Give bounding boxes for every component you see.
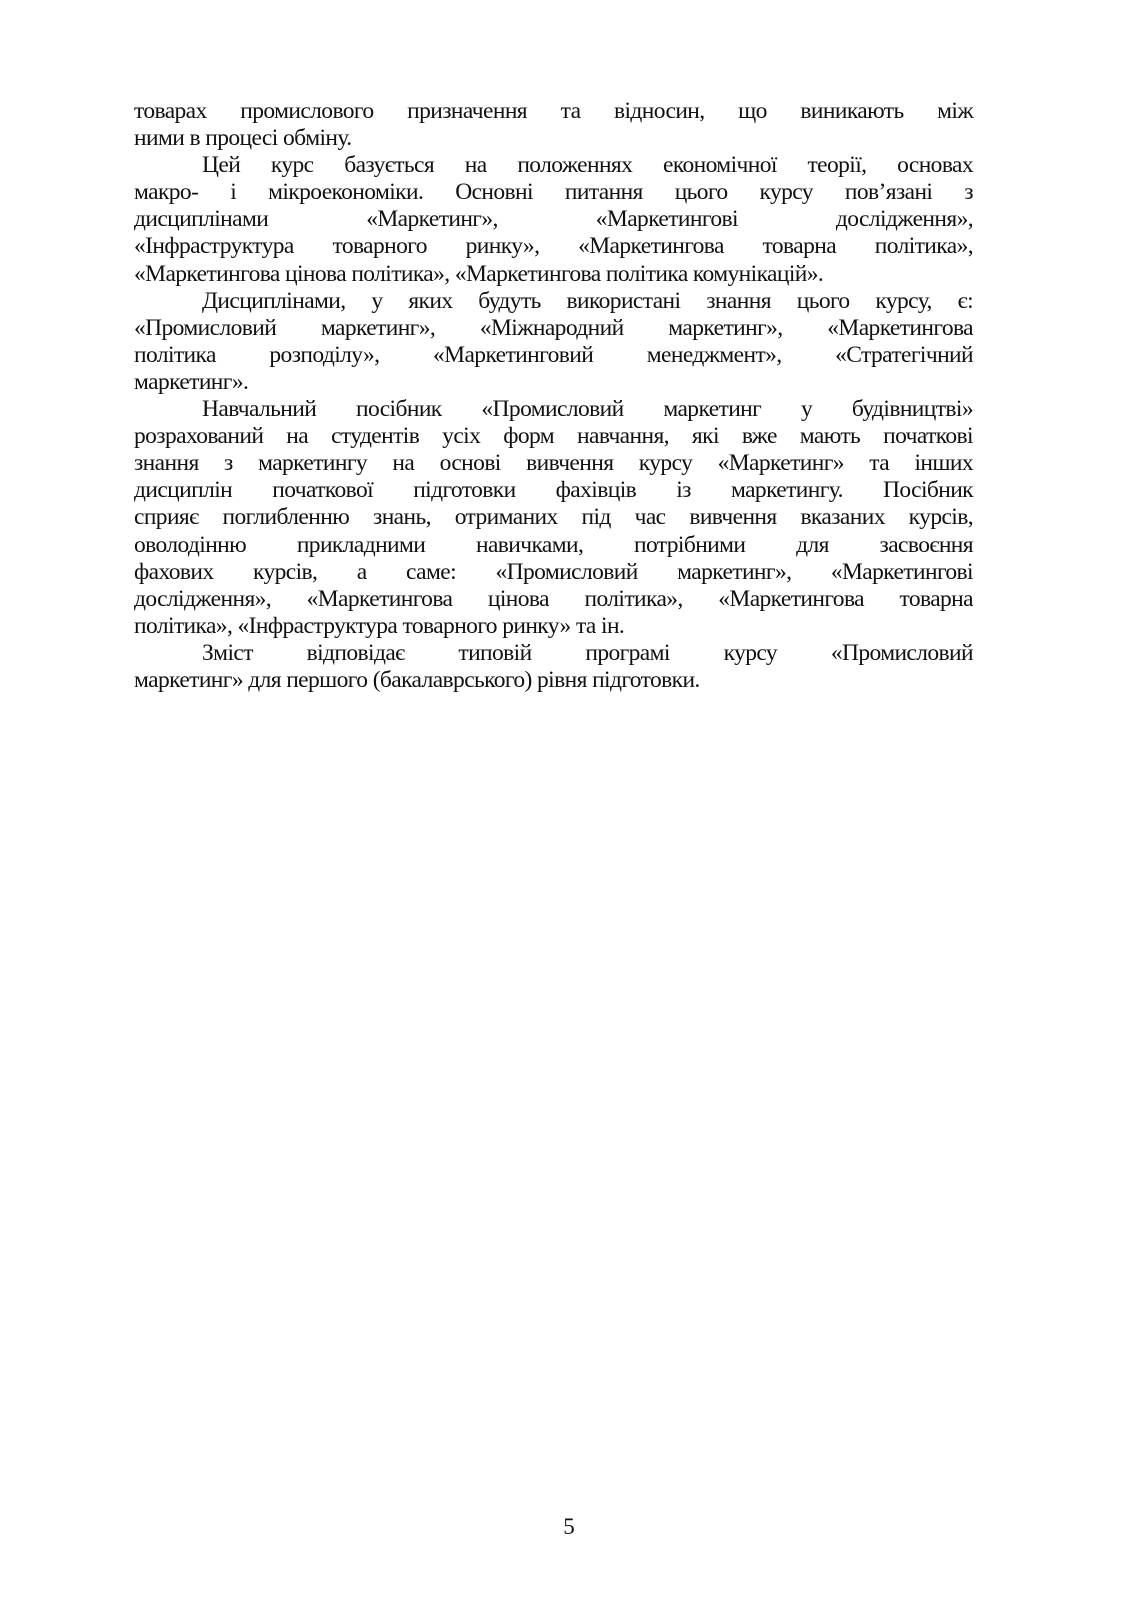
text-line: дисциплін початкової підготовки фахівців із маркетингу. Посібник bbox=[134, 477, 973, 504]
text-line: Зміст відповідає типовій програмі курсу «Промисловий bbox=[202, 639, 973, 666]
paragraph-continuation bbox=[134, 98, 973, 152]
page-number bbox=[0, 1514, 1142, 1540]
text-line: маркетинг» для першого (бакалаврського) рівня підготовки. bbox=[134, 666, 700, 693]
page-number-text: 5 bbox=[563, 1514, 575, 1539]
text-line: ними в процесі обміну. bbox=[134, 125, 352, 152]
paragraph-related-disciplines bbox=[134, 288, 973, 396]
text-line: політика», «Інфраструктура товарного ринку» та ін. bbox=[134, 612, 625, 639]
text-line: розрахований на студентів усіх форм навчання, які вже мають початкові bbox=[134, 423, 973, 450]
text-line: макро- і мікроекономіки. Основні питання цього курсу пов’язані з bbox=[134, 179, 973, 206]
text-line: Дисциплінами, у яких будуть використані знання цього курсу, є: bbox=[202, 287, 973, 314]
paragraph-course-basis bbox=[134, 152, 973, 287]
text-line: «Інфраструктура товарного ринку», «Маркетингова товарна політика», bbox=[134, 233, 973, 260]
text-line: Навчальний посібник «Промисловий маркетинг у будівництві» bbox=[202, 396, 973, 423]
text-line: «Промисловий маркетинг», «Міжнародний маркетинг», «Маркетингова bbox=[134, 314, 973, 341]
text-line: політика розподілу», «Маркетинговий менеджмент», «Стратегічний bbox=[134, 341, 973, 368]
body-text bbox=[134, 98, 973, 694]
text-line: фахових курсів, а саме: «Промисловий маркетинг», «Маркетингові bbox=[134, 558, 973, 585]
paragraph-content-compliance bbox=[134, 640, 973, 694]
text-line: дисциплінами «Маркетинг», «Маркетингові дослідження», bbox=[134, 206, 973, 233]
paragraph-textbook-purpose bbox=[134, 396, 973, 640]
text-line: оволодінню прикладними навичками, потрібними для засвоєння bbox=[134, 531, 973, 558]
text-line: маркетинг». bbox=[134, 368, 249, 395]
text-line: знання з маркетингу на основі вивчення курсу «Маркетинг» та інших bbox=[134, 450, 973, 477]
text-line: Цей курс базується на положеннях економічної теорії, основах bbox=[202, 152, 973, 179]
text-line: «Маркетингова цінова політика», «Маркетингова політика комунікацій». bbox=[134, 260, 824, 287]
text-line: дослідження», «Маркетингова цінова політика», «Маркетингова товарна bbox=[134, 585, 973, 612]
text-line: товарах промислового призначення та відносин, що виникають між bbox=[134, 98, 973, 124]
text-line: сприяє поглибленню знань, отриманих під час вивчення вказаних курсів, bbox=[134, 504, 973, 531]
